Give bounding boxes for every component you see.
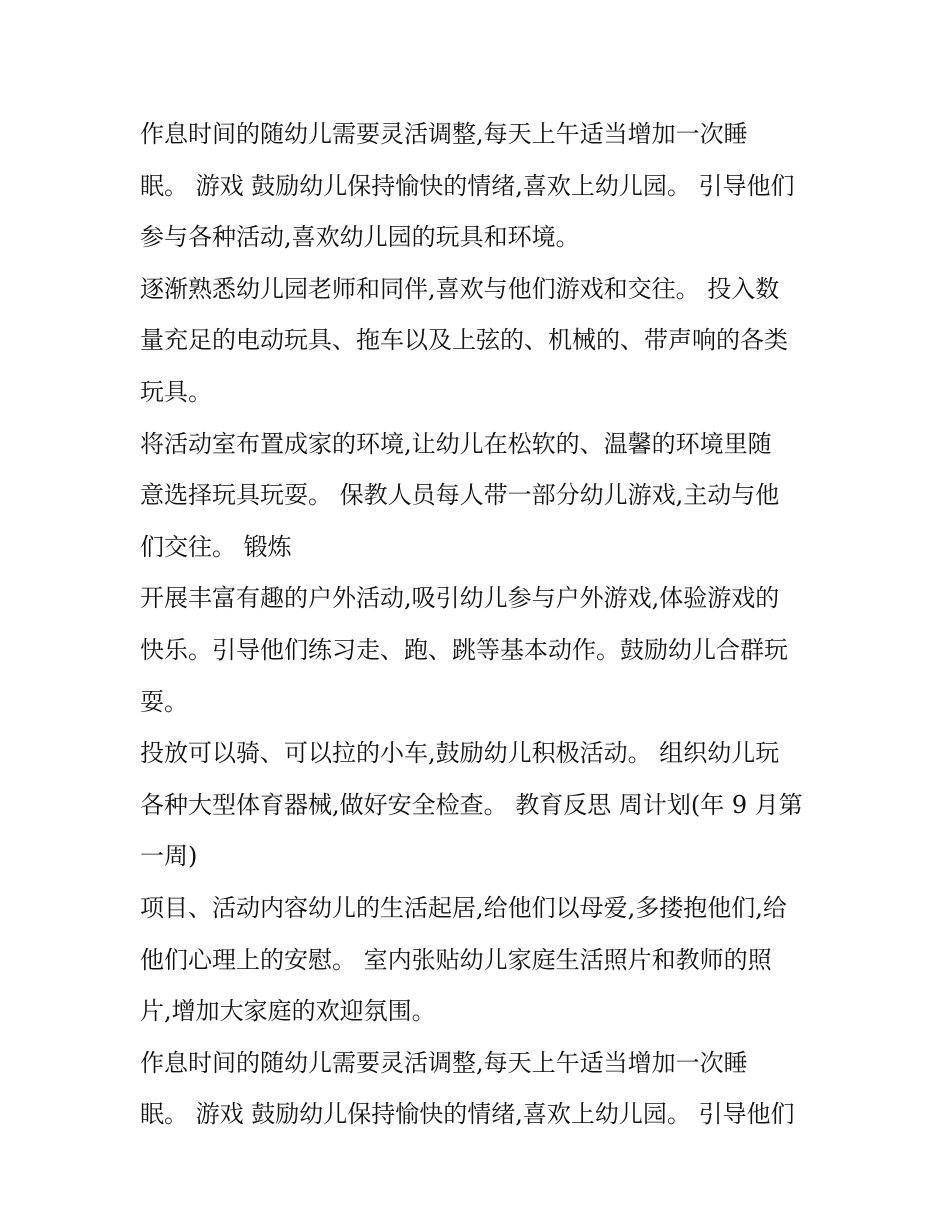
text-line: 快乐。引导他们练习走、跑、跳等基本动作。鼓励幼儿合群玩 — [140, 635, 788, 664]
text-line: 意选择玩具玩耍。 保教人员每人带一部分幼儿游戏,主动与他 — [140, 481, 780, 510]
text-line: 将活动室布置成家的环境,让幼儿在松软的、温馨的环境里随 — [140, 429, 772, 458]
text-line: 一周) — [140, 842, 198, 871]
text-line: 各种大型体育器械,做好安全检查。 教育反思 周计划(年 9 月第 — [140, 790, 803, 819]
text-line: 们交往。 锻炼 — [140, 532, 292, 561]
text-line: 逐渐熟悉幼儿园老师和同伴,喜欢与他们游戏和交往。 投入数 — [140, 274, 780, 303]
text-line: 眠。 游戏 鼓励幼儿保持愉快的情绪,喜欢上幼儿园。 引导他们 — [140, 1100, 795, 1129]
text-line: 作息时间的随幼儿需要灵活调整,每天上午适当增加一次睡 — [140, 120, 748, 148]
document-body — [140, 109, 820, 1141]
text-line: 参与各种活动,喜欢幼儿园的玩具和环境。 — [140, 223, 580, 252]
text-line: 开展丰富有趣的户外活动,吸引幼儿参与户外游戏,体验游戏的 — [140, 584, 780, 613]
text-line: 眠。 游戏 鼓励幼儿保持愉快的情绪,喜欢上幼儿园。 引导他们 — [140, 171, 795, 200]
text-line: 他们心理上的安慰。 室内张贴幼儿家庭生活照片和教师的照 — [140, 945, 772, 974]
text-line: 耍。 — [140, 687, 188, 716]
text-line: 量充足的电动玩具、拖车以及上弦的、机械的、带声响的各类 — [140, 326, 788, 355]
text-line: 投放可以骑、可以拉的小车,鼓励幼儿积极活动。 组织幼儿玩 — [140, 739, 780, 768]
text-line: 玩具。 — [140, 377, 212, 406]
text-line: 项目、活动内容幼儿的生活起居,给他们以母爱,多搂抱他们,给 — [140, 893, 787, 922]
text-line: 作息时间的随幼儿需要灵活调整,每天上午适当增加一次睡 — [140, 1048, 748, 1077]
text-line: 片,增加大家庭的欢迎氛围。 — [140, 997, 436, 1026]
